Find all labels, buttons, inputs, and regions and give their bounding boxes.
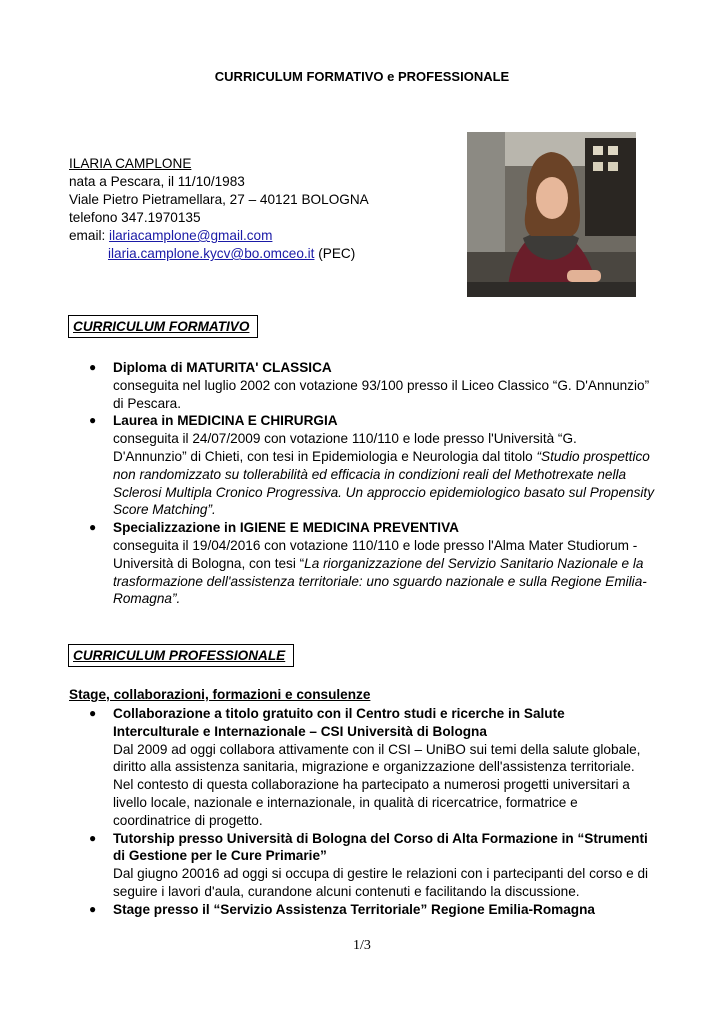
item-heading: Stage presso il “Servizio Assistenza Territoriale” Regione Emilia-Romagna bbox=[113, 901, 595, 917]
profile-photo bbox=[467, 132, 636, 297]
item-text: Dal 2009 ad oggi collabora attivamente con il CSI – UniBO sui temi della salute globale, diritto alla assistenza sanitaria, migrazione e organizzazione dell'assistenza territoriale. Nel contesto di questa collaborazione ha partecipato a numerosi progetti universitari a livello locale, nazionale e internazionale, in qualità di ricercatrice, formatrice e coordinatrice di progetto. bbox=[113, 741, 641, 828]
email-label: email: bbox=[69, 228, 110, 243]
item-text-italic: “Studio prospettico non randomizzato su tollerabilità ed efficacia in condizioni reali del Methotrexate nella Sclerosi Multipla Cronico Progressiva. Un approccio epidemiologico basato sul Propensity Score Matching”. bbox=[113, 448, 654, 518]
email-line bbox=[69, 227, 369, 245]
list-item bbox=[69, 830, 654, 901]
phone: telefono 347.1970135 bbox=[69, 210, 201, 225]
list-item bbox=[69, 519, 654, 608]
list-item bbox=[69, 705, 654, 830]
person-name: ILARIA CAMPLONE bbox=[69, 156, 192, 171]
document-title: CURRICULUM FORMATIVO e PROFESSIONALE bbox=[214, 69, 510, 84]
item-text-italic: La riorganizzazione del Servizio Sanitario Nazionale e la trasformazione dell'assistenza territoriale: uno sguardo nazionale e sulla Regione Emilia-Romagna”. bbox=[113, 555, 647, 607]
item-text-plain: conseguita il 24/07/2009 con votazione 110/110 e lode presso l'Università “G. D'Annunzio” di Chieti, con tesi in Epidemiologia e Neurologia dal titolo bbox=[113, 431, 577, 464]
professionale-list bbox=[69, 705, 654, 919]
bullet-icon: ● bbox=[89, 901, 97, 916]
list-item bbox=[69, 359, 654, 412]
birth-info: nata a Pescara, il 11/10/1983 bbox=[69, 174, 245, 189]
page-number: 1/3 bbox=[353, 938, 371, 953]
item-heading: Laurea in MEDICINA E CHIRURGIA bbox=[113, 413, 338, 429]
item-text: Dal giugno 20016 ad oggi si occupa di gestire le relazioni con i partecipanti del corso e di seguire i lavori d'aula, curandone alcuni contenuti e facilitando la discussione. bbox=[113, 866, 649, 899]
item-text bbox=[113, 537, 654, 608]
subheading: Stage, collaborazioni, formazioni e consulenze bbox=[69, 687, 371, 702]
item-text bbox=[113, 377, 654, 413]
email-link[interactable]: ilariacamplone@gmail.com bbox=[109, 228, 273, 243]
bullet-icon: ● bbox=[89, 830, 97, 845]
item-heading: Diploma di MATURITA' CLASSICA bbox=[113, 360, 332, 375]
list-item bbox=[69, 412, 654, 519]
item-heading: Tutorship presso Università di Bologna del Corso di Alta Formazione in “Strumenti di Gestione per le Cure Primarie” bbox=[113, 830, 648, 864]
section-heading-professionale: CURRICULUM PROFESSIONALE bbox=[68, 644, 294, 667]
pec-suffix: (PEC) bbox=[314, 246, 356, 261]
address: Viale Pietro Pietramellara, 27 – 40121 BOLOGNA bbox=[69, 192, 369, 207]
item-heading: Collaborazione a titolo gratuito con il Centro studi e ricerche in Salute Interculturale e Internazionale – CSI Università di Bologna bbox=[113, 706, 565, 739]
list-item bbox=[69, 901, 654, 919]
bullet-icon: ● bbox=[89, 706, 97, 720]
pec-line bbox=[69, 245, 369, 263]
item-text bbox=[113, 430, 654, 519]
bullet-icon: ● bbox=[89, 520, 97, 535]
contact-block bbox=[69, 155, 369, 263]
item-heading: Specializzazione in IGIENE E MEDICINA PREVENTIVA bbox=[113, 520, 459, 536]
item-text-plain: conseguita nel luglio 2002 con votazione 93/100 presso il Liceo Classico “G. D'Annunzio” di Pescara. bbox=[113, 377, 650, 411]
formativo-list bbox=[69, 359, 654, 608]
item-text-plain: conseguita il 19/04/2016 con votazione 110/110 e lode presso l'Alma Mater Studiorum - Università di Bologna, con tesi “ bbox=[113, 537, 638, 571]
section-heading-formativo: CURRICULUM FORMATIVO bbox=[68, 315, 258, 338]
bullet-icon: ● bbox=[89, 413, 97, 428]
bullet-icon: ● bbox=[89, 360, 97, 374]
pec-email-link[interactable]: ilaria.camplone.kycv@bo.omceo.it bbox=[108, 246, 315, 261]
